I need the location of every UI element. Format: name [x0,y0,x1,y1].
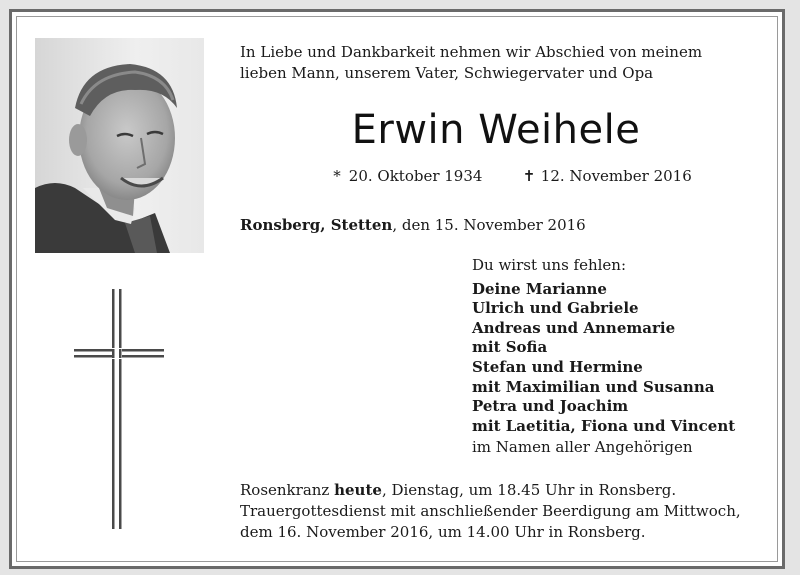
mourner-name: mit Maximilian und Susanna [472,377,715,396]
mourner-name: Petra und Joachim [472,397,629,416]
rosary-prefix: Rosenkranz [240,481,335,499]
death-cross-icon: ✝ [522,167,536,185]
death-date: 12. November 2016 [540,167,692,185]
life-dates [330,166,730,186]
birth-star-icon: * [333,167,341,185]
mourner-name: mit Sofia [472,338,548,357]
intro-line: In Liebe und Dankbarkeit nehmen wir Abschied von meinem [240,43,703,61]
portrait-photo [35,38,204,253]
mourners-closing: im Namen aller Angehörigen [472,438,693,457]
place-name: Ronsberg, Stetten [240,216,393,234]
place-date [240,215,760,235]
rosary-suffix: , Dienstag, um 18.45 Uhr in Ronsberg. [381,481,677,499]
mourners-heading: Du wirst uns fehlen: [472,256,627,274]
rosary-line [240,480,770,501]
place-date-rest: , den 15. November 2016 [392,216,586,234]
mourner-name: Ulrich und Gabriele [472,299,639,318]
intro-line: lieben Mann, unserem Vater, Schwiegervater und Opa [240,64,654,82]
mourner-name: Stefan und Hermine [472,357,643,376]
mourner-name: Andreas und Annemarie [472,318,676,337]
funeral-line: dem 16. November 2016, um 14.00 Uhr in Ronsberg. [240,523,646,541]
rosary-day: heute [334,481,382,499]
intro-text [240,42,760,84]
funeral-line: Trauergottesdienst mit anschließender Beerdigung am Mittwoch, [240,502,741,520]
mourner-name: Deine Marianne [472,279,607,298]
deceased-name: Erwin Weihele [351,107,641,153]
mourners-block [472,256,772,458]
cross-icon [74,289,164,529]
birth-date: 20. Oktober 1934 [348,167,483,185]
mourner-name: mit Laetitia, Fiona und Vincent [472,416,736,435]
service-info [240,480,770,543]
